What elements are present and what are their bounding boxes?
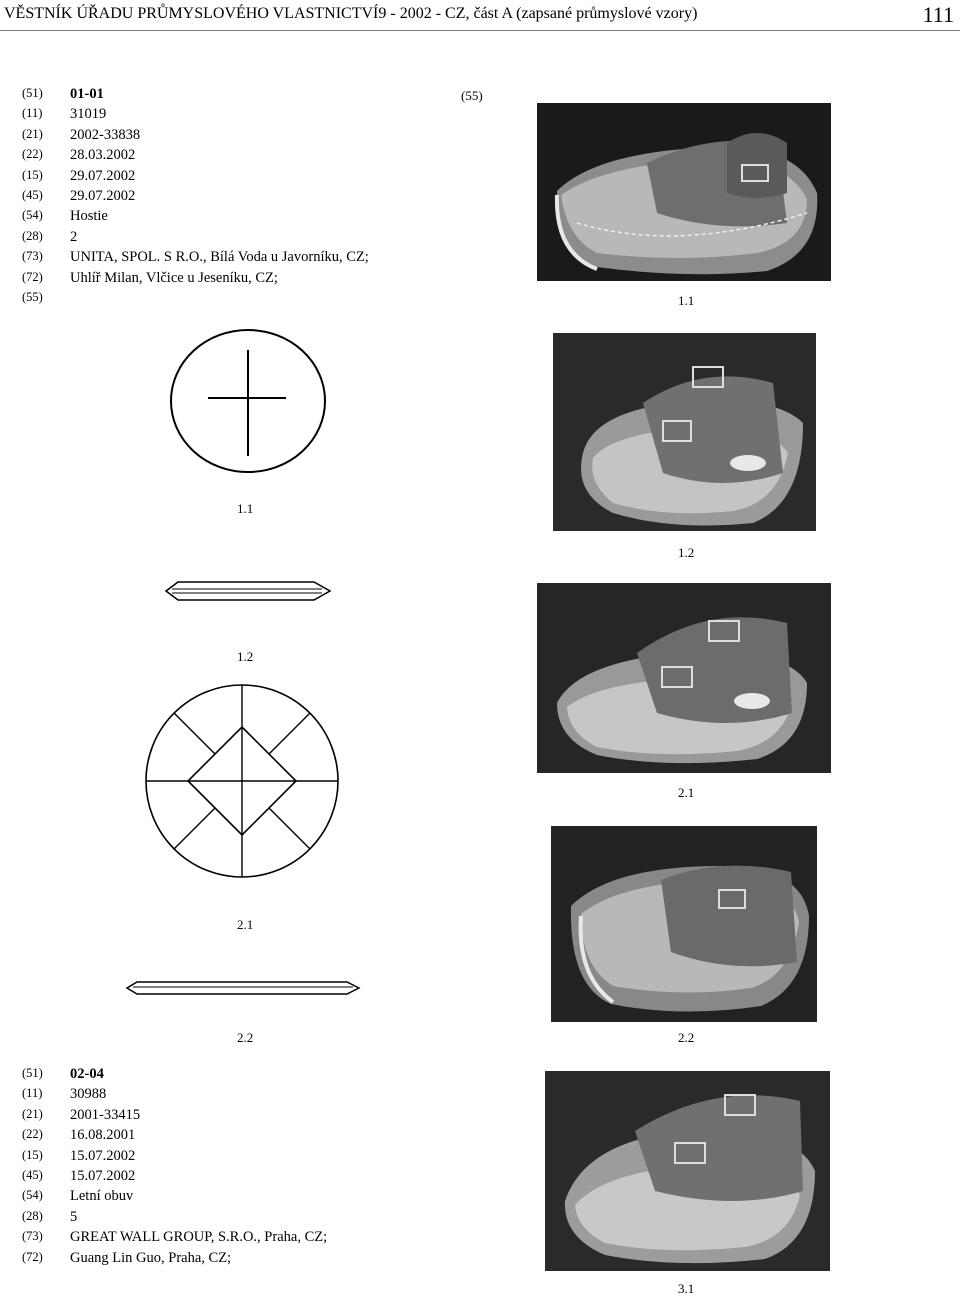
sandal-photo [537, 103, 831, 281]
field-value: 2001-33415 [70, 1106, 141, 1123]
field-code: (21) [22, 1106, 43, 1121]
field-value: 01-01 [70, 86, 104, 102]
field-code: (11) [22, 1086, 43, 1101]
field-value: 31019 [70, 106, 107, 123]
section-code: (55) [461, 88, 483, 103]
field-code: (54) [22, 208, 43, 223]
page-header-title: VĚSTNÍK ÚŘADU PRŮMYSLOVÉHO VLASTNICTVÍ9 - 2002 - CZ, část A (zapsané průmyslové vzory) [4, 5, 698, 22]
field-value: 29.07.2002 [70, 167, 136, 184]
field-value: UNITA, SPOL. S R.O., Bílá Voda u Javorníku, CZ; [70, 249, 369, 266]
photo-label: 1.1 [678, 293, 695, 308]
field-value: 15.07.2002 [70, 1147, 136, 1164]
field-code: (22) [22, 1127, 43, 1142]
host-diamond-side-view-drawing [125, 978, 361, 998]
field-value: 16.08.2001 [70, 1127, 136, 1144]
field-value: 29.07.2002 [70, 187, 136, 204]
photo-label: 2.1 [678, 785, 695, 800]
field-value: 5 [70, 1208, 78, 1225]
field-value: 15.07.2002 [70, 1167, 136, 1184]
field-value: Letní obuv [70, 1188, 134, 1205]
figure-label: 1.2 [237, 649, 254, 664]
sandal-photo [551, 826, 817, 1022]
field-value: 02-04 [70, 1066, 104, 1082]
field-code: (51) [22, 86, 43, 100]
field-code: (73) [22, 249, 43, 264]
field-code: (72) [22, 1249, 43, 1264]
figure-label: 1.1 [237, 501, 254, 516]
field-value: Hostie [70, 208, 108, 225]
figure-label: 2.2 [237, 1030, 254, 1045]
field-code: (15) [22, 1147, 43, 1162]
host-side-view-drawing [164, 578, 334, 604]
sandal-photo [537, 583, 831, 773]
field-code: (72) [22, 269, 43, 284]
field-value: 28.03.2002 [70, 147, 136, 164]
field-value: Guang Lin Guo, Praha, CZ; [70, 1249, 232, 1266]
field-code: (45) [22, 1167, 43, 1182]
photo-label: 2.2 [678, 1030, 695, 1045]
field-code: (28) [22, 1208, 43, 1223]
field-value: Uhlíř Milan, Vlčice u Jeseníku, CZ; [70, 269, 278, 286]
host-diamond-top-view-drawing [142, 684, 342, 880]
photo-label: 1.2 [678, 545, 695, 560]
field-code: (55) [22, 289, 43, 304]
field-code: (21) [22, 126, 43, 141]
field-code: (28) [22, 228, 43, 243]
field-code: (45) [22, 187, 43, 202]
page-number: 111 [922, 2, 954, 27]
field-code: (22) [22, 147, 43, 162]
field-code: (51) [22, 1066, 43, 1080]
field-code: (15) [22, 167, 43, 182]
field-code: (54) [22, 1188, 43, 1203]
host-top-view-drawing [168, 326, 328, 476]
figure-label: 2.1 [237, 917, 254, 932]
sandal-photo [553, 333, 816, 531]
field-value: GREAT WALL GROUP, S.R.O., Praha, CZ; [70, 1229, 328, 1246]
field-value: 2002-33838 [70, 126, 141, 143]
photo-label: 3.1 [678, 1281, 695, 1296]
field-value: 30988 [70, 1086, 107, 1103]
field-code: (73) [22, 1229, 43, 1244]
sandal-photo [545, 1071, 830, 1271]
header-divider [0, 30, 960, 31]
field-code: (11) [22, 106, 43, 121]
field-value: 2 [70, 228, 78, 245]
